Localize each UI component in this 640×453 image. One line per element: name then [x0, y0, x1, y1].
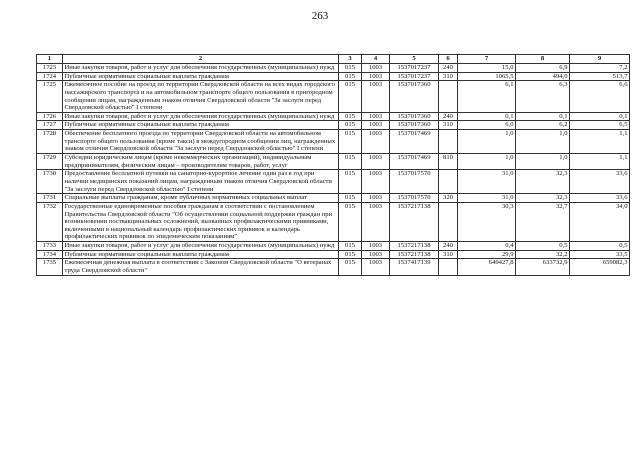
row-target-article-code: 1537017469 — [390, 154, 439, 170]
table-header-row — [37, 55, 630, 64]
table-row — [37, 242, 630, 251]
row-description: Публичные нормативные социальные выплаты гражданам — [63, 72, 339, 81]
row-section-code: 1003 — [362, 72, 390, 81]
table-row — [37, 81, 630, 113]
row-amount-year-3: 513,7 — [570, 72, 630, 81]
row-target-article-code: 1537017469 — [390, 130, 439, 154]
row-amount-year-2: 32,2 — [516, 250, 570, 259]
row-amount-year-2: 6,3 — [516, 81, 570, 113]
row-ministry-code: 015 — [339, 194, 362, 203]
row-ministry-code: 015 — [339, 242, 362, 251]
table-row — [37, 154, 630, 170]
row-target-article-code: 1537417139 — [390, 259, 439, 275]
row-number: 1734 — [37, 250, 63, 259]
row-section-code: 1003 — [362, 202, 390, 241]
header-cell-col-6: 6 — [439, 55, 458, 64]
row-amount-year-1: 6,1 — [458, 81, 516, 113]
row-number: 1729 — [37, 154, 63, 170]
row-amount-year-3: 1,1 — [570, 154, 630, 170]
row-ministry-code: 015 — [339, 154, 362, 170]
row-ministry-code: 015 — [339, 112, 362, 121]
row-section-code: 1003 — [362, 259, 390, 275]
row-amount-year-3: 1,1 — [570, 130, 630, 154]
row-amount-year-1: 31,0 — [458, 170, 516, 194]
row-amount-year-1: 6,0 — [458, 121, 516, 130]
row-number: 1727 — [37, 121, 63, 130]
row-section-code: 1003 — [362, 64, 390, 73]
row-amount-year-1: 31,0 — [458, 194, 516, 203]
row-number: 1726 — [37, 112, 63, 121]
row-section-code: 1003 — [362, 130, 390, 154]
row-number: 1723 — [37, 64, 63, 73]
row-target-article-code: 1537217138 — [390, 250, 439, 259]
table-row — [37, 64, 630, 73]
row-description: Публичные нормативные социальные выплаты гражданам — [63, 250, 339, 259]
row-amount-year-3: 33,6 — [570, 170, 630, 194]
table-row — [37, 250, 630, 259]
table-row — [37, 170, 630, 194]
row-amount-year-3: 6,6 — [570, 81, 630, 113]
row-section-code: 1003 — [362, 81, 390, 113]
row-amount-year-3: 6,5 — [570, 121, 630, 130]
row-target-article-code: 1537017237 — [390, 64, 439, 73]
row-number: 1733 — [37, 242, 63, 251]
row-section-code: 1003 — [362, 170, 390, 194]
row-amount-year-2: 1,0 — [516, 130, 570, 154]
budget-table — [36, 54, 630, 276]
row-section-code: 1003 — [362, 121, 390, 130]
row-expense-type-code: 810 — [439, 154, 458, 170]
row-amount-year-1: 30,3 — [458, 202, 516, 241]
row-amount-year-3: 0,5 — [570, 242, 630, 251]
row-amount-year-1: 1065,5 — [458, 72, 516, 81]
page-number: 263 — [311, 10, 329, 22]
row-description: Субсидии юридическим лицам (кроме некоммерческих организаций), индивидуальным предпринимателям, физическим лицам – производителям товаров, работ, услуг — [63, 154, 339, 170]
row-description: Государственные единовременные пособия гражданам в соответствии с постановлением Правительства Свердловской области "Об осуществлении социальной поддержки граждан при возникновении поствакцинальных осложнений, вызванных профилактическими прививками, включенными в национальный календарь профилактических прививок и календарь профилактических прививок по эпидемическим показаниям" — [63, 202, 339, 241]
row-amount-year-2: 0,5 — [516, 242, 570, 251]
row-target-article-code: 1537017237 — [390, 72, 439, 81]
row-section-code: 1003 — [362, 242, 390, 251]
row-amount-year-2: 633732,9 — [516, 259, 570, 275]
header-cell-col-9: 9 — [570, 55, 630, 64]
row-expense-type-code — [439, 202, 458, 241]
header-cell-col-7: 7 — [458, 55, 516, 64]
row-target-article-code: 1537217138 — [390, 202, 439, 241]
row-description: Обеспечение бесплатного проезда по территории Свердловской области на автомобильном транспорте общего пользования (кроме такси) в междугородном сообщении лиц, награжденных знаком отличия Свердловской области "За заслуги перед Свердловской областью" I степени — [63, 130, 339, 154]
header-cell-col-4: 4 — [362, 55, 390, 64]
row-amount-year-2: 32,3 — [516, 194, 570, 203]
row-expense-type-code: 310 — [439, 72, 458, 81]
table-row — [37, 112, 630, 121]
row-target-article-code: 1537017570 — [390, 170, 439, 194]
row-section-code: 1003 — [362, 194, 390, 203]
row-amount-year-3: 33,5 — [570, 250, 630, 259]
row-amount-year-2: 32,3 — [516, 170, 570, 194]
row-ministry-code: 015 — [339, 202, 362, 241]
row-description: Иные закупки товаров, работ и услуг для обеспечения государственных (муниципальных) нужд — [63, 242, 339, 251]
table-row — [37, 130, 630, 154]
row-ministry-code: 015 — [339, 170, 362, 194]
row-section-code: 1003 — [362, 250, 390, 259]
row-expense-type-code — [439, 170, 458, 194]
row-amount-year-3: 7,2 — [570, 64, 630, 73]
row-number: 1724 — [37, 72, 63, 81]
header-cell-col-8: 8 — [516, 55, 570, 64]
row-expense-type-code — [439, 259, 458, 275]
row-amount-year-2: 0,1 — [516, 112, 570, 121]
table-row — [37, 72, 630, 81]
row-amount-year-1: 1,0 — [458, 154, 516, 170]
row-number: 1732 — [37, 202, 63, 241]
row-target-article-code: 1537017360 — [390, 81, 439, 113]
row-target-article-code: 1537217138 — [390, 242, 439, 251]
row-amount-year-3: 33,6 — [570, 194, 630, 203]
header-cell-col-2: 2 — [63, 55, 339, 64]
row-description: Предоставление бесплатной путевки на санаторно-курортное лечение один раз в год при наличии медицинских показаний лицам, награжденным знаком отличия Свердловской области "За заслуги перед Свердловской областью" I степени — [63, 170, 339, 194]
row-target-article-code: 1537017570 — [390, 194, 439, 203]
row-amount-year-2: 6,2 — [516, 121, 570, 130]
row-expense-type-code: 240 — [439, 242, 458, 251]
row-expense-type-code: 240 — [439, 64, 458, 73]
row-description: Иные закупки товаров, работ и услуг для обеспечения государственных (муниципальных) нужд — [63, 64, 339, 73]
row-amount-year-2: 1,0 — [516, 154, 570, 170]
row-target-article-code: 1537017360 — [390, 112, 439, 121]
row-amount-year-2: 32,7 — [516, 202, 570, 241]
row-description: Ежемесячная денежная выплата в соответствии с Законом Свердловской области "О ветеранах труда Свердловской области" — [63, 259, 339, 275]
row-number: 1730 — [37, 170, 63, 194]
row-amount-year-3: 659082,3 — [570, 259, 630, 275]
row-amount-year-3: 34,0 — [570, 202, 630, 241]
header-cell-col-3: 3 — [339, 55, 362, 64]
row-ministry-code: 015 — [339, 121, 362, 130]
header-cell-col-1: 1 — [37, 55, 63, 64]
row-amount-year-1: 15,0 — [458, 64, 516, 73]
header-cell-col-5: 5 — [390, 55, 439, 64]
row-section-code: 1003 — [362, 112, 390, 121]
row-description: Иные закупки товаров, работ и услуг для обеспечения государственных (муниципальных) нужд — [63, 112, 339, 121]
table-row — [37, 194, 630, 203]
row-amount-year-2: 494,0 — [516, 72, 570, 81]
row-expense-type-code: 240 — [439, 112, 458, 121]
row-amount-year-2: 6,9 — [516, 64, 570, 73]
row-target-article-code: 1537017360 — [390, 121, 439, 130]
row-expense-type-code — [439, 130, 458, 154]
row-expense-type-code: 310 — [439, 250, 458, 259]
row-amount-year-1: 1,0 — [458, 130, 516, 154]
table-row — [37, 121, 630, 130]
row-expense-type-code — [439, 81, 458, 113]
row-ministry-code: 015 — [339, 130, 362, 154]
table-body — [37, 64, 630, 276]
row-expense-type-code: 320 — [439, 194, 458, 203]
row-expense-type-code: 310 — [439, 121, 458, 130]
row-amount-year-3: 0,1 — [570, 112, 630, 121]
row-description: Публичные нормативные социальные выплаты гражданам — [63, 121, 339, 130]
table-row — [37, 202, 630, 241]
row-amount-year-1: 29,9 — [458, 250, 516, 259]
row-ministry-code: 015 — [339, 81, 362, 113]
row-ministry-code: 015 — [339, 259, 362, 275]
row-amount-year-1: 649427,8 — [458, 259, 516, 275]
row-description: Ежемесячное пособие на проезд по территории Свердловской области на всех видах городского пассажирского транспорта и на автомобильном транспорте общего пользования в пригородном сообщении лицам, награжденным знаком отличия Свердловской области "За заслуги перед Свердловской областью" I степени — [63, 81, 339, 113]
row-ministry-code: 015 — [339, 72, 362, 81]
row-number: 1728 — [37, 130, 63, 154]
row-ministry-code: 015 — [339, 250, 362, 259]
row-number: 1731 — [37, 194, 63, 203]
row-amount-year-1: 0,1 — [458, 112, 516, 121]
row-description: Социальные выплаты гражданам, кроме публичных нормативных социальных выплат — [63, 194, 339, 203]
table-row — [37, 259, 630, 275]
row-amount-year-1: 0,4 — [458, 242, 516, 251]
row-number: 1725 — [37, 81, 63, 113]
row-section-code: 1003 — [362, 154, 390, 170]
row-ministry-code: 015 — [339, 64, 362, 73]
row-number: 1735 — [37, 259, 63, 275]
